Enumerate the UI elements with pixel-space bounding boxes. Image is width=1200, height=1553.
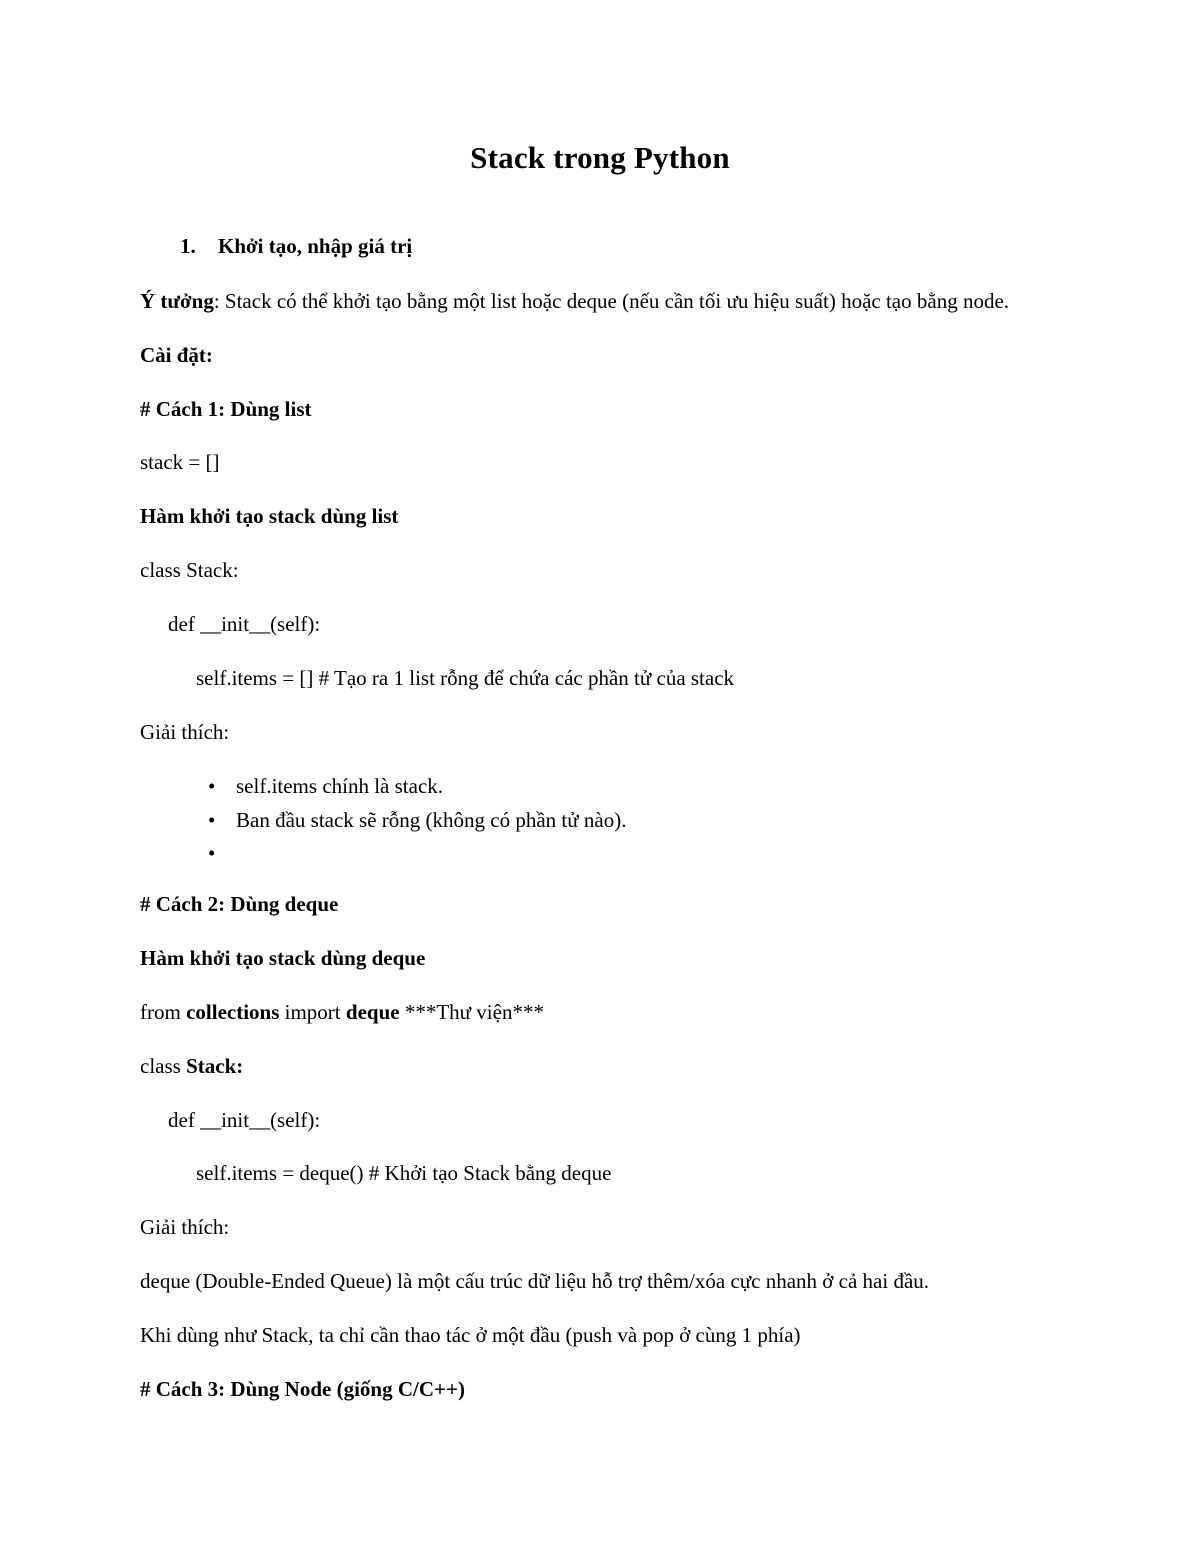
idea-paragraph <box>140 287 1060 317</box>
section-heading-text: Khởi tạo, nhập giá trị <box>218 234 413 258</box>
explain-label-1: Giải thích: <box>140 719 230 744</box>
way1-code-class: class Stack: <box>140 558 239 583</box>
way1-code-init: stack = [] <box>140 450 220 475</box>
way2-code-class <box>140 1052 1060 1082</box>
explain-paragraph-2: Khi dùng như Stack, ta chỉ cần thao tác ở một đầu (push và pop ở cùng 1 phía) <box>140 1322 801 1347</box>
import-suffix: ***Thư viện*** <box>399 999 544 1024</box>
list-item: • Ban đầu stack sẽ rỗng (không có phần tử nào). <box>236 805 1060 837</box>
way2-import-line <box>140 998 1060 1028</box>
list-item <box>236 838 1060 866</box>
import-middle: import <box>279 999 346 1024</box>
class-keyword: class <box>140 1053 187 1078</box>
idea-label: Ý tưởng <box>140 289 214 313</box>
way1-heading: # Cách 1: Dùng list <box>140 396 312 421</box>
import-name: deque <box>345 999 400 1024</box>
way2-heading: # Cách 2: Dùng deque <box>140 892 339 917</box>
class-name: Stack: <box>186 1053 244 1078</box>
way2-code-def: def __init__(self): <box>168 1107 321 1132</box>
way1-function-heading: Hàm khởi tạo stack dùng list <box>140 504 399 529</box>
way2-code-items: self.items = deque() # Khởi tạo Stack bằng deque <box>196 1161 612 1186</box>
way1-code-items: self.items = [] # Tạo ra 1 list rỗng để chứa các phần tử của stack <box>196 665 735 690</box>
way2-function-heading: Hàm khởi tạo stack dùng deque <box>140 946 426 971</box>
idea-text: : Stack có thể khởi tạo bằng một list hoặc deque (nếu cần tối ưu hiệu suất) hoặc tạo bằng node. <box>213 289 1010 313</box>
page-title: Stack trong Python <box>470 140 730 175</box>
section-heading <box>180 234 1060 259</box>
import-prefix: from <box>140 999 187 1024</box>
explain-bullet-list-1 <box>140 771 1060 866</box>
way1-code-def: def __init__(self): <box>168 611 321 636</box>
list-item: • self.items chính là stack. <box>236 771 1060 803</box>
import-module: collections <box>186 999 280 1024</box>
explain-label-2: Giải thích: <box>140 1215 230 1240</box>
explain-paragraph-1: deque (Double-Ended Queue) là một cấu trúc dữ liệu hỗ trợ thêm/xóa cực nhanh ở cả hai đầu. <box>140 1269 930 1293</box>
install-label: Cài đặt: <box>140 342 213 367</box>
section-number: 1. <box>180 234 196 258</box>
way3-heading: # Cách 3: Dùng Node (giống C/C++) <box>140 1376 465 1401</box>
